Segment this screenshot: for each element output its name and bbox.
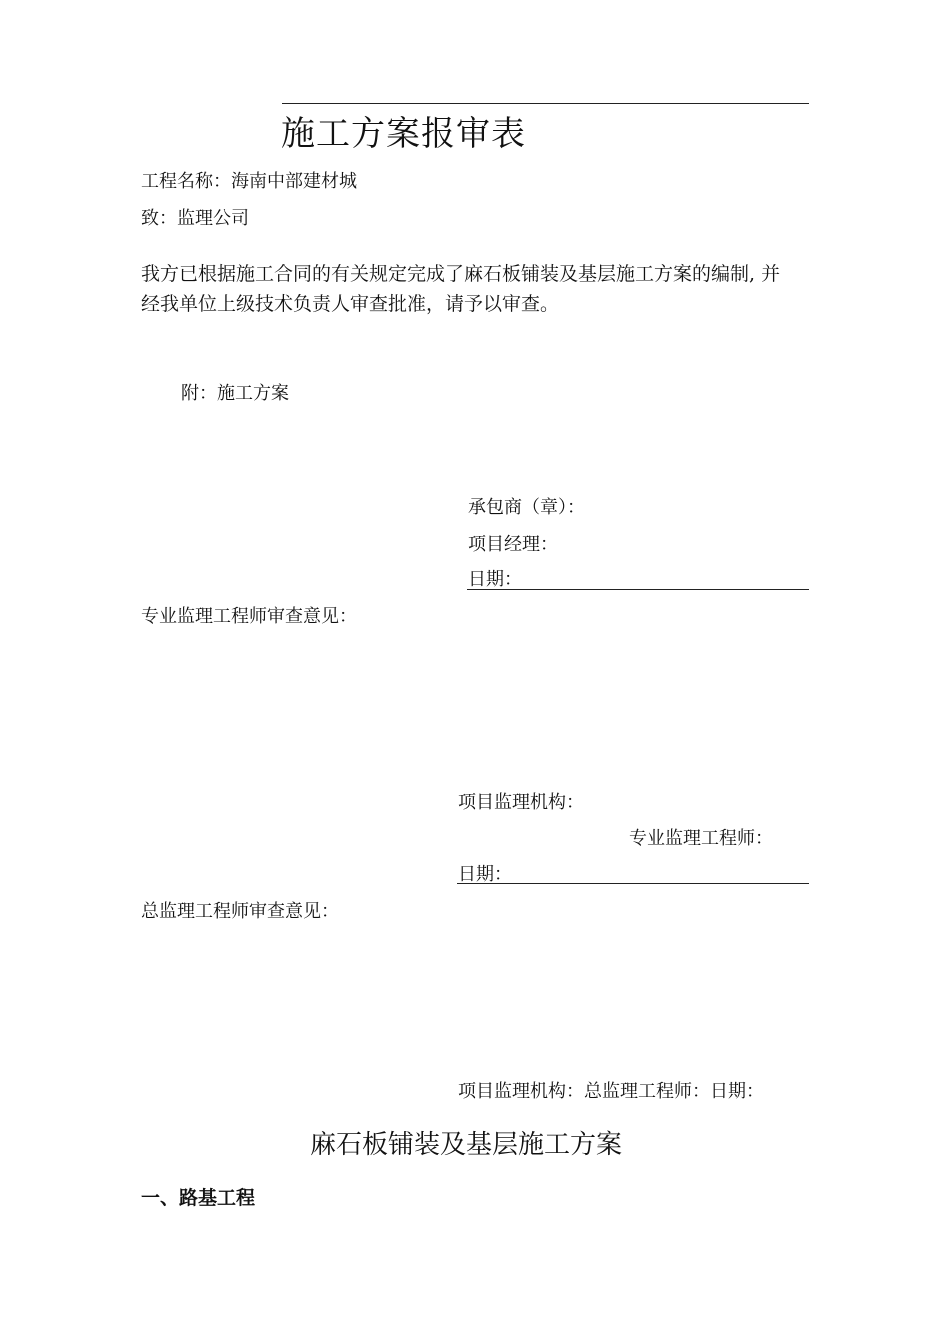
specialist-engineer-label: 专业监理工程师： [629,828,773,849]
attachment-note: 附：施工方案 [181,383,289,404]
form-title: 施工方案报审表 [281,114,526,154]
plan-title: 麻石板铺装及基层施工方案 [310,1130,623,1160]
engineer-date-rule [457,883,809,884]
engineer-review-label: 专业监理工程师审查意见： [141,606,357,627]
section-roadbed-heading: 一、路基工程 [141,1187,256,1209]
project-name-value: 海南中部建材城 [231,171,357,192]
project-name-row [141,167,357,197]
body-line-1: 我方已根据施工合同的有关规定完成了麻石板铺装及基层施工方案的编制, 并 [141,263,781,285]
project-manager-label: 项目经理： [468,534,558,555]
chief-review-label: 总监理工程师审查意见： [141,901,339,922]
contractor-date-rule [467,589,809,590]
project-name-label: 工程名称： [141,171,231,192]
contractor-seal-label: 承包商（章）： [468,497,585,518]
chief-signature-line: 项目监理机构：总监理工程师：日期： [458,1081,764,1102]
title-top-rule [282,103,809,104]
engineer-date-label: 日期： [458,864,512,885]
addressee-row [141,204,249,234]
addressee-value: 监理公司 [177,208,249,229]
contractor-date-label: 日期： [468,569,522,590]
supervision-org-label: 项目监理机构： [458,792,584,813]
addressee-label: 致： [141,208,177,229]
body-line-2: 经我单位上级技术负责人审查批准，请予以审查。 [141,293,560,315]
